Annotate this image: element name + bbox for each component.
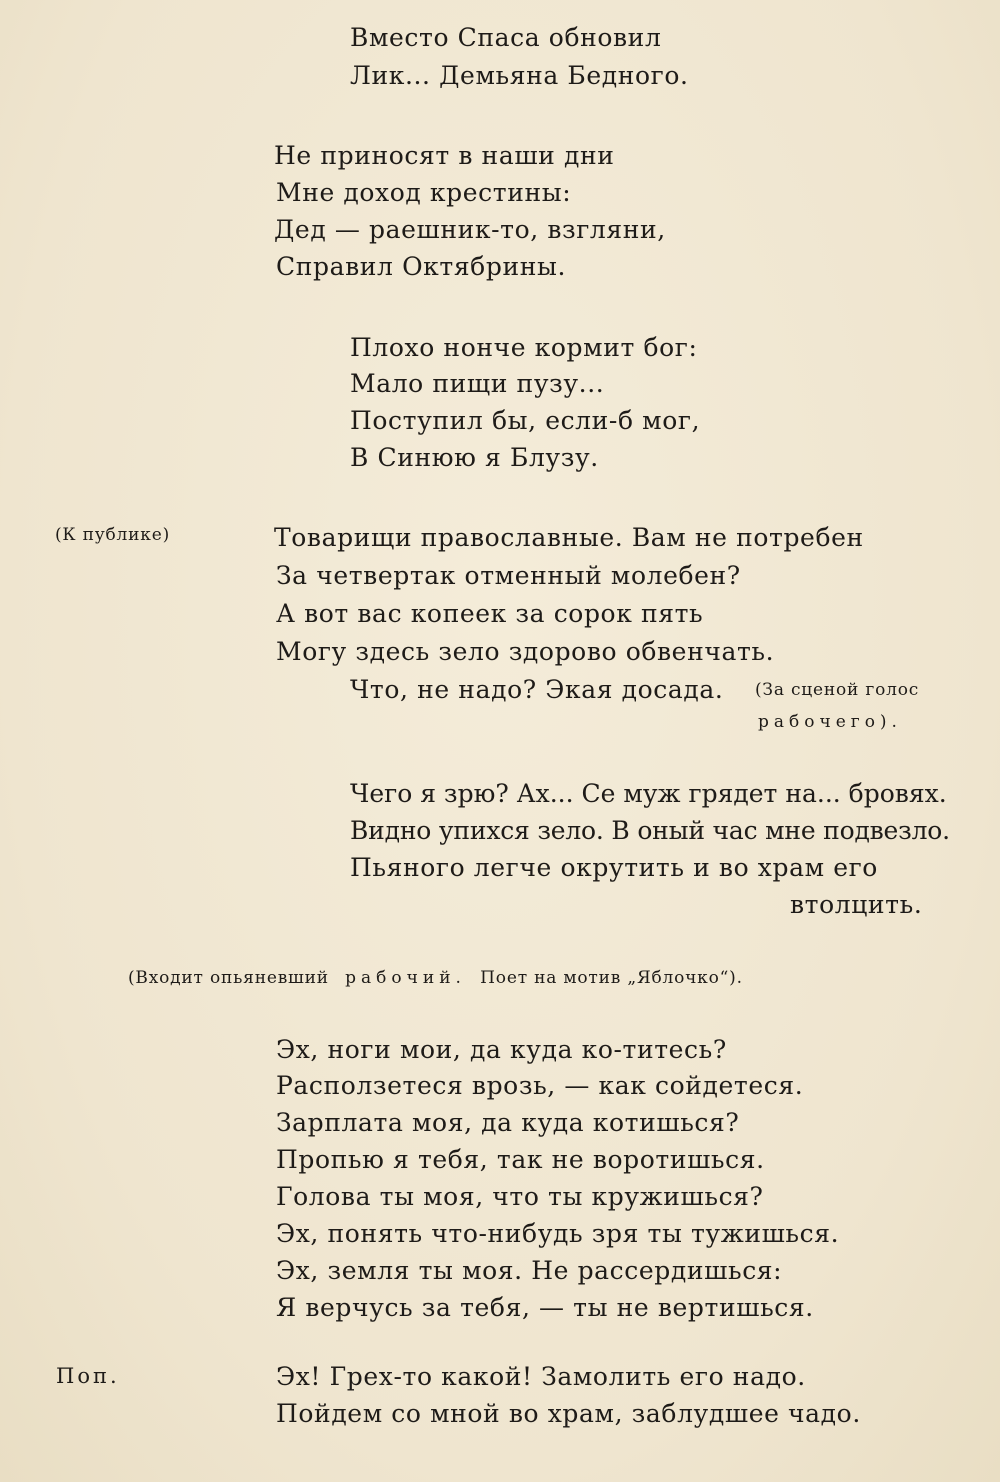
verse-line: втолцить. [790, 890, 923, 919]
verse-line: За четвертак отменный молебен? [276, 561, 741, 590]
verse-line: Видно упихся зело. В оный час мне подвезло. [350, 816, 950, 845]
verse-line: Эх! Грех-то какой! Замолить его надо. [276, 1362, 806, 1391]
verse-line: Справил Октябрины. [276, 252, 567, 281]
verse-line: Эх, земля ты моя. Не рассердишься: [276, 1256, 783, 1285]
verse-line: Эх, ноги мои, да куда ко-титесь? [276, 1035, 727, 1064]
verse-line: Товарищи православные. Вам не потребен [274, 523, 864, 552]
stage-direction: (К публике) [55, 525, 171, 545]
verse-line: Пойдем со мной во храм, заблудшее чадо. [276, 1399, 861, 1428]
verse-line: Пьяного легче окрутить и во храм его [350, 853, 878, 882]
stage-direction: (За сценой голос [755, 680, 920, 700]
verse-line: Мне доход крестины: [276, 178, 572, 207]
stage-direction: рабочего). [758, 712, 902, 732]
speaker-label: Поп. [56, 1364, 120, 1388]
stage-direction-part: (Входит опьяневший [128, 968, 329, 988]
verse-line: Не приносят в наши дни [274, 141, 615, 170]
verse-line: А вот вас копеек за сорок пять [276, 599, 704, 628]
verse-line: Расползетеся врозь, — как сойдетеся. [276, 1071, 804, 1100]
verse-line: Что, не надо? Экая досада. [350, 675, 724, 704]
verse-line: Дед — раешник-то, взгляни, [274, 215, 666, 244]
stage-direction-part: рабочий. [345, 968, 466, 988]
verse-line: Плохо нонче кормит бог: [350, 333, 698, 362]
stage-direction-part: Поет на мотив „Яблочко“). [480, 968, 743, 988]
verse-line: В Синюю я Блузу. [350, 443, 599, 472]
verse-line: Голова ты моя, что ты кружишься? [276, 1182, 764, 1211]
verse-line: Пропью я тебя, так не воротишься. [276, 1145, 765, 1174]
verse-line: Вместо Спаса обновил [350, 23, 662, 52]
verse-line: Зарплата моя, да куда котишься? [276, 1108, 740, 1137]
verse-line: Я верчусь за тебя, — ты не вертишься. [276, 1293, 814, 1322]
verse-line: Эх, понять что-нибудь зря ты тужишься. [276, 1219, 840, 1248]
verse-line: Лик... Демьяна Бедного. [350, 61, 689, 90]
verse-line: Чего я зрю? Ах... Се муж грядет на... бровях. [350, 779, 947, 808]
verse-line: Могу здесь зело здорово обвенчать. [276, 637, 775, 666]
stage-direction [128, 966, 743, 990]
verse-line: Мало пищи пузу... [350, 369, 605, 398]
verse-line: Поступил бы, если-б мог, [350, 406, 701, 435]
